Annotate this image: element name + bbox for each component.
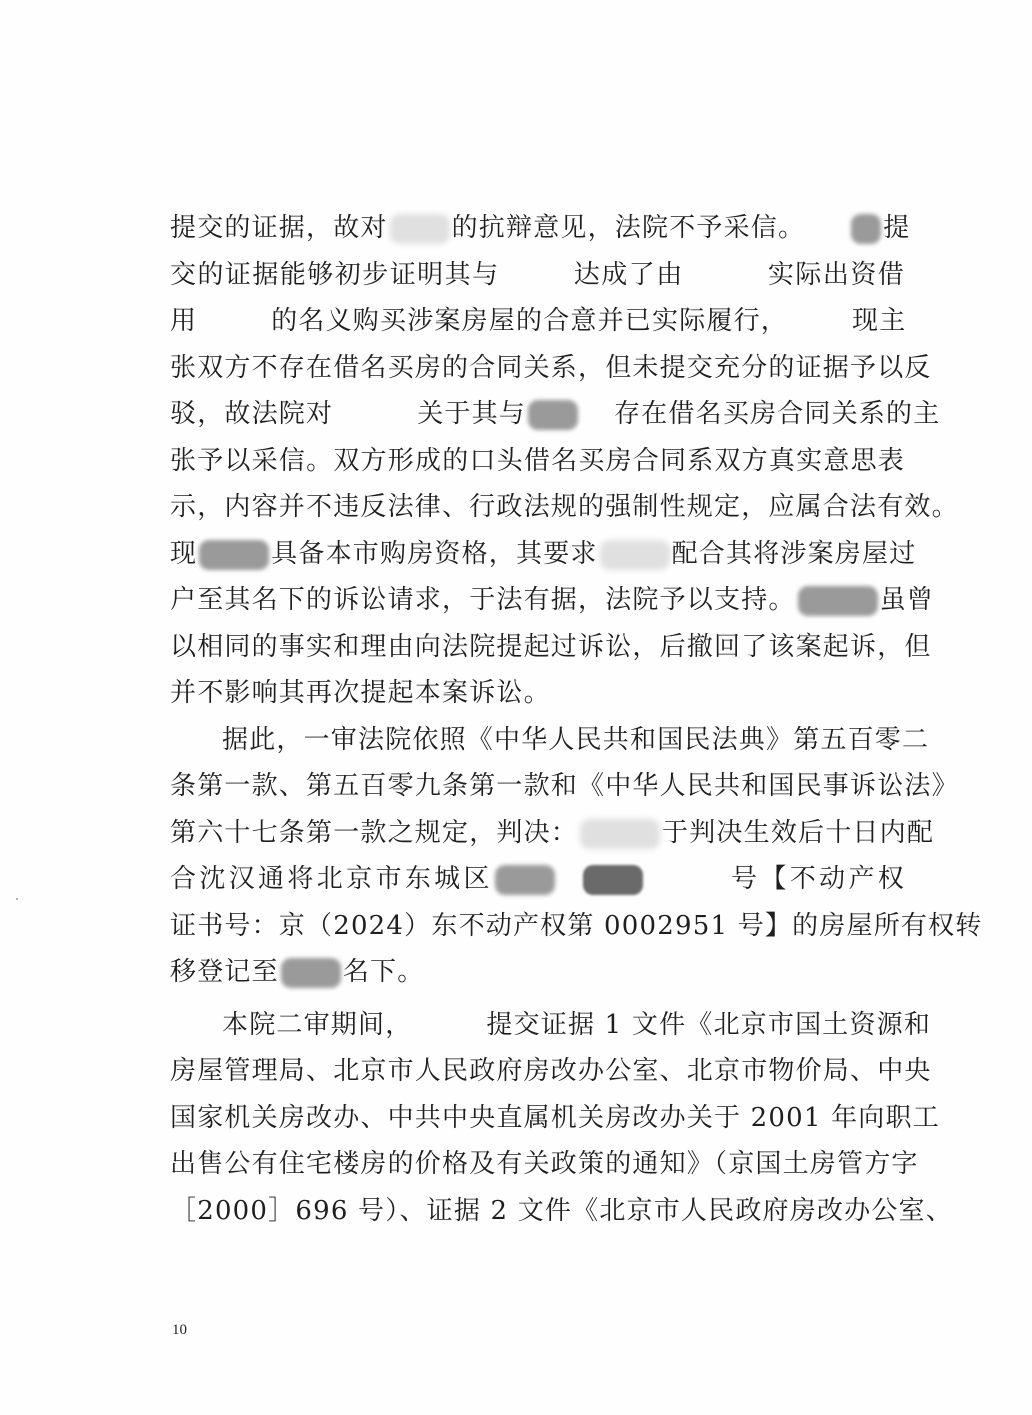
redaction-mark: [582, 400, 612, 430]
redaction-mark: [335, 400, 415, 430]
text-line-2: 交的证据能够初步证明其与 达成了由 实际出资借: [170, 259, 905, 290]
text-line-10: 以相同的事实和理由向法院提起过诉讼，后撤回了该案起诉，但: [170, 631, 932, 662]
redaction-mark: [199, 307, 269, 337]
text-line-8: 现 具备本市购房资格，其要求 配合其将涉案房屋过: [170, 538, 917, 569]
text-line-3: 用 的名义购买涉案房屋的合意并已实际履行， 现主: [170, 306, 907, 336]
redaction-mark: [647, 865, 727, 895]
text-line-19: 房屋管理局、北京市人民政府房改办公室、北京市物价局、中央: [170, 1056, 932, 1086]
text-line-13: 条第一款、第五百零九条第一款和《中华人民共和国民事诉讼法》: [170, 771, 959, 801]
text-line-9: 户至其名下的诉讼请求，于法有据，法院予以支持。 虽曾: [170, 585, 935, 615]
text-line-22: ［2000］696 号）、证据 2 文件《北京市人民政府房改办公室、: [170, 1195, 953, 1226]
redaction-mark: [790, 307, 850, 337]
redaction-mark: [580, 819, 660, 849]
redaction-mark: [807, 214, 847, 244]
text-line-16: 证书号：京（2024）东不动产权第 0002951 号】的房屋所有权转: [170, 910, 983, 941]
text-line-12: 据此，一审法院依照《中华人民共和国民法典》第五百零二: [222, 724, 930, 755]
text-line-7: 示，内容并不违反法律、行政法规的强制性规定，应属合法有效。: [170, 492, 959, 522]
scan-artifact: [16, 898, 18, 900]
text-line-18: 本院二审期间， 提交证据 1 文件《北京市国土资源和: [222, 1009, 932, 1040]
redaction-mark: [414, 1011, 484, 1041]
text-line-15: 合沈汉通将北京市东城区 号【不动产权: [170, 864, 906, 894]
redaction-mark: [390, 214, 450, 244]
redaction-mark: [600, 540, 670, 570]
document-body: [170, 205, 983, 1234]
redaction-mark: [495, 865, 555, 895]
redaction-mark: [281, 958, 341, 988]
page-number: 10: [172, 1322, 187, 1338]
redaction-mark: [798, 586, 878, 616]
redaction-mark: [199, 540, 269, 570]
text-line-6: 张予以采信。双方形成的口头借名买房合同系双方真实意思表: [170, 445, 905, 476]
text-line-20: 国家机关房改办、中共中央直属机关房改办关于 2001 年向职工: [170, 1102, 940, 1133]
text-line-1: 提交的证据，故对 的抗辩意见，法院不予采信。 提: [170, 213, 911, 243]
redaction-mark: [502, 261, 572, 291]
redaction-mark: [559, 865, 579, 895]
redaction-mark: [528, 400, 578, 430]
text-line-17: 移登记至 名下。: [170, 957, 425, 987]
redaction-mark: [686, 261, 766, 291]
redaction-mark: [851, 214, 881, 244]
text-line-4: 张双方不存在借名买房的合同关系，但未提交充分的证据予以反: [170, 352, 932, 383]
text-line-5: 驳，故法院对 关于其与 存在借名买房合同关系的主: [170, 399, 941, 429]
text-line-11: 并不影响其再次提起本案诉讼。: [170, 678, 551, 708]
text-line-21: 出售公有住宅楼房的价格及有关政策的通知》（京国土房管方字: [170, 1149, 919, 1179]
redaction-mark: [583, 865, 643, 895]
text-line-14: 第六十七条第一款之规定，判决： 于判决生效后十日内配: [170, 817, 935, 848]
